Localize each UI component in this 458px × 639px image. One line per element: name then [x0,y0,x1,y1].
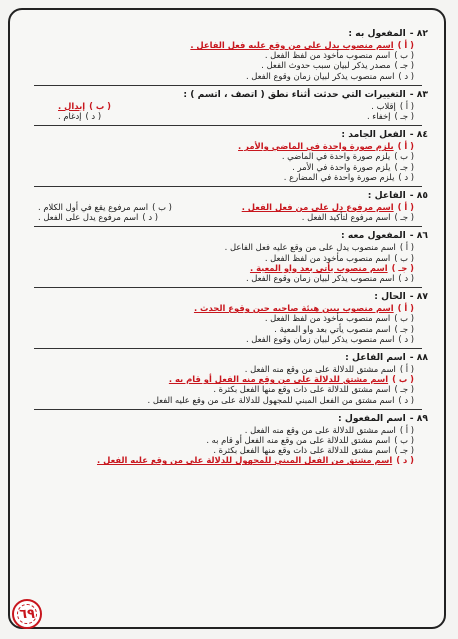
option-a[interactable]: ( أ )اسم منصوب يدل على من وقع عليه فعل الفاعل . [224,242,414,253]
option-c[interactable]: ( جـ )اسم منصوب يأتي بعد واو المعية . [249,262,414,273]
option-b[interactable]: ( ب )يلزم صورة واحدة في الماضي . [281,151,414,162]
option-c[interactable]: ( جـ )يلزم صورة واحدة في الأمر . [292,161,414,172]
question-number: ٨٦ - [409,230,428,242]
question-89 [28,413,428,466]
question-number: ٨٢ - [409,28,428,39]
option-b[interactable]: ( ب )اسم منصوب مأخوذ من لفظ الفعل . [264,252,414,263]
page-number: ٦٩ [19,606,35,622]
option-d[interactable]: ( د )يلزم صورة واحدة في المضارع . [283,171,414,182]
option-d[interactable]: ( د )إدغام . [58,111,102,122]
option-d[interactable]: ( د )اسم مشتق من الفعل المبني للمجهول للدلالة على من وقع عليه الفعل . [97,455,414,466]
option-a[interactable]: ( أ )اسم منصوب يبين هيئة صاحبه حين وقوع الحدث . [193,303,414,314]
question-number: ٨٥ - [409,190,428,202]
question-number: ٨٧ - [409,291,428,303]
question-number: ٨٨ - [409,352,428,364]
divider [34,85,422,86]
option-c[interactable]: ( جـ )اسم منصوب يأتي بعد واو المعية . [274,323,414,334]
option-a[interactable]: ( أ )اسم مرفوع دل على من فعل الفعل . [241,202,414,213]
question-number: ٨٤ - [409,129,428,141]
divider [34,186,422,187]
option-c[interactable]: ( جـ )اسم مشتق للدلالة على ذات وقع منها الفعل بكثرة . [213,384,414,395]
question-87 [28,291,428,344]
question-title: الفعل الجامد : [341,129,406,141]
option-a[interactable]: ( أ )إقلاب . [371,100,414,111]
divider [34,226,422,227]
question-82 [28,28,428,81]
page-frame [8,8,446,629]
question-title: اسم المفعول : [338,412,406,424]
question-title: المفعول به : [348,28,406,39]
question-number: ٨٣ - [409,88,428,100]
divider [34,287,422,288]
divider [34,409,422,410]
option-c[interactable]: ( جـ )إخفاء . [366,111,414,122]
option-b[interactable]: ( ب )اسم منصوب مأخوذ من لفظ الفعل . [264,313,414,324]
option-b[interactable]: ( ب )اسم منصوب مأخوذ من لفظ الفعل . [264,50,414,61]
option-a[interactable]: ( أ )اسم مشتق للدلالة على من وقع منه الفعل . [244,424,414,435]
divider [34,348,422,349]
option-a[interactable]: ( أ )اسم منصوب يدل على من وقع عليه فعل الفاعل . [190,40,414,50]
option-b[interactable]: ( ب )اسم مرفوع يقع في أول الكلام . [38,202,172,213]
option-c[interactable]: ( جـ )اسم مرفوع لتأكيد الفعل . [301,212,414,223]
question-title: التغييرات التي حدثت أثناء نطق ( اتصف ، اتسم ) : [183,88,406,100]
question-85 [28,190,428,222]
option-a[interactable]: ( أ )يلزم صورة واحدة في الماضي والأمر . [238,141,414,152]
question-title: الحال : [374,291,406,303]
question-84 [28,129,428,182]
question-83 [28,89,428,121]
option-a[interactable]: ( أ )اسم مشتق للدلالة على من وقع منه الفعل . [244,364,414,375]
option-c[interactable]: ( جـ )اسم مشتق للدلالة على ذات وقع منها الفعل بكثرة . [213,445,414,456]
option-d[interactable]: ( د )اسم منصوب يذكر لبيان زمان وقوع الفعل . [245,70,414,81]
option-c[interactable]: ( جـ )مصدر يذكر لبيان سبب حدوث الفعل . [261,60,414,71]
option-d[interactable]: ( د )اسم مرفوع يدل على الفعل . [38,212,158,223]
divider [34,125,422,126]
option-d[interactable]: ( د )اسم مشتق من الفعل المبني للمجهول للدلالة على من وقع عليه الفعل . [147,394,414,405]
page-number-badge [12,599,42,629]
question-88 [28,352,428,405]
option-b[interactable]: ( ب )إبدال . [58,100,111,111]
question-title: المفعول معه : [340,230,406,242]
question-title: الفاعل : [367,190,406,202]
questions-list [28,28,428,470]
option-d[interactable]: ( د )اسم منصوب يذكر لبيان زمان وقوع الفعل . [245,333,414,344]
option-b[interactable]: ( ب )اسم مشتق للدلالة على من وقع منه الفعل أو قام به . [168,374,414,385]
option-b[interactable]: ( ب )اسم مشتق للدلالة على من وقع منه الفعل أو قام به . [206,435,414,446]
question-86 [28,230,428,283]
question-title: اسم الفاعل : [345,352,406,364]
question-number: ٨٩ - [409,412,428,424]
option-d[interactable]: ( د )اسم منصوب يذكر لبيان زمان وقوع الفعل . [245,273,414,284]
